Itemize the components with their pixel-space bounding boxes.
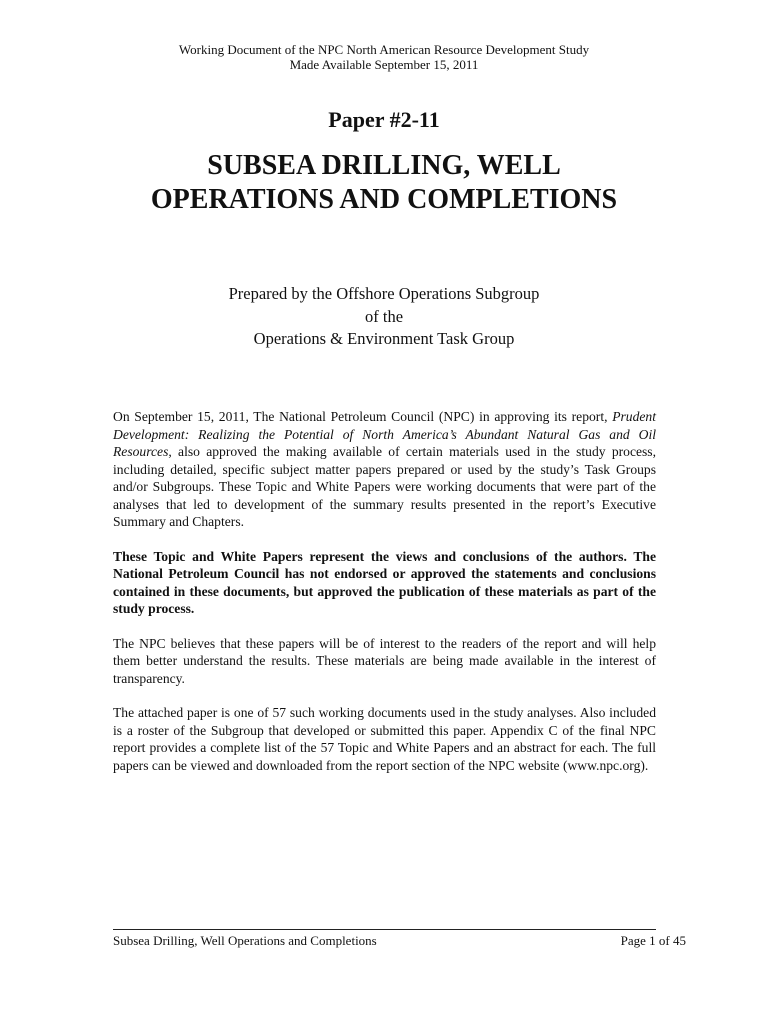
paragraph-4: The attached paper is one of 57 such working documents used in the study analyses. Also included is a roster of the Subgroup that developed or submitted this paper. Appendix C of the final NPC report provides a complete list of the 57 Topic and White Papers and an abstract for each. The full papers can be viewed and downloaded from the report section of the NPC website (www.npc.org). — [113, 705, 656, 773]
paragraph-1-end: , also approved the making available of certain materials used in the study process, including detailed, specific subject matter papers prepared or used by the study’s Task Groups and/or Subgroups. These Topic and White Papers were working documents that were part of the analyses that led to development of the summary results presented in the report’s Executive Summary and Chapters. — [113, 444, 656, 529]
prepared-by-line-1: Prepared by the Offshore Operations Subgroup — [228, 284, 540, 303]
title-line-1: SUBSEA DRILLING, WELL — [207, 150, 561, 181]
running-header — [0, 42, 768, 72]
report-title-italic: Prudent Development: Realizing the Potential of North America’s Abundant Natural Gas and Oil Resources — [113, 409, 656, 459]
paragraph-1-start: On September 15, 2011, The National Petroleum Council (NPC) in approving its report, — [113, 409, 613, 424]
prepared-by-line-2: of the — [364, 306, 404, 326]
document-title — [0, 149, 768, 217]
footer-divider — [113, 929, 656, 930]
prepared-by-line-3: Operations & Environment Task Group — [253, 329, 515, 348]
header-line-2: Made Available September 15, 2011 — [289, 57, 479, 72]
header-line-1: Working Document of the NPC North American Resource Development Study — [178, 42, 590, 57]
paragraph-1 — [113, 408, 656, 531]
running-footer — [113, 933, 686, 949]
prepared-by-block — [0, 283, 768, 351]
paragraph-2-disclaimer: These Topic and White Papers represent the views and conclusions of the authors. The National Petroleum Council has not endorsed or approved the statements and conclusions contained in these documents, but approved the publication of these materials as part of the study process. — [113, 548, 656, 616]
footer-title: Subsea Drilling, Well Operations and Completions — [113, 933, 377, 948]
paper-number: Paper #2-11 — [328, 107, 440, 132]
paragraph-3: The NPC believes that these papers will be of interest to the readers of the report and will help them better understand the results. These materials are being made available in the interest of transparency. — [113, 635, 656, 686]
title-line-2: OPERATIONS AND COMPLETIONS — [150, 184, 618, 215]
page-number: Page 1 of 45 — [620, 933, 686, 948]
body-text — [113, 408, 656, 791]
